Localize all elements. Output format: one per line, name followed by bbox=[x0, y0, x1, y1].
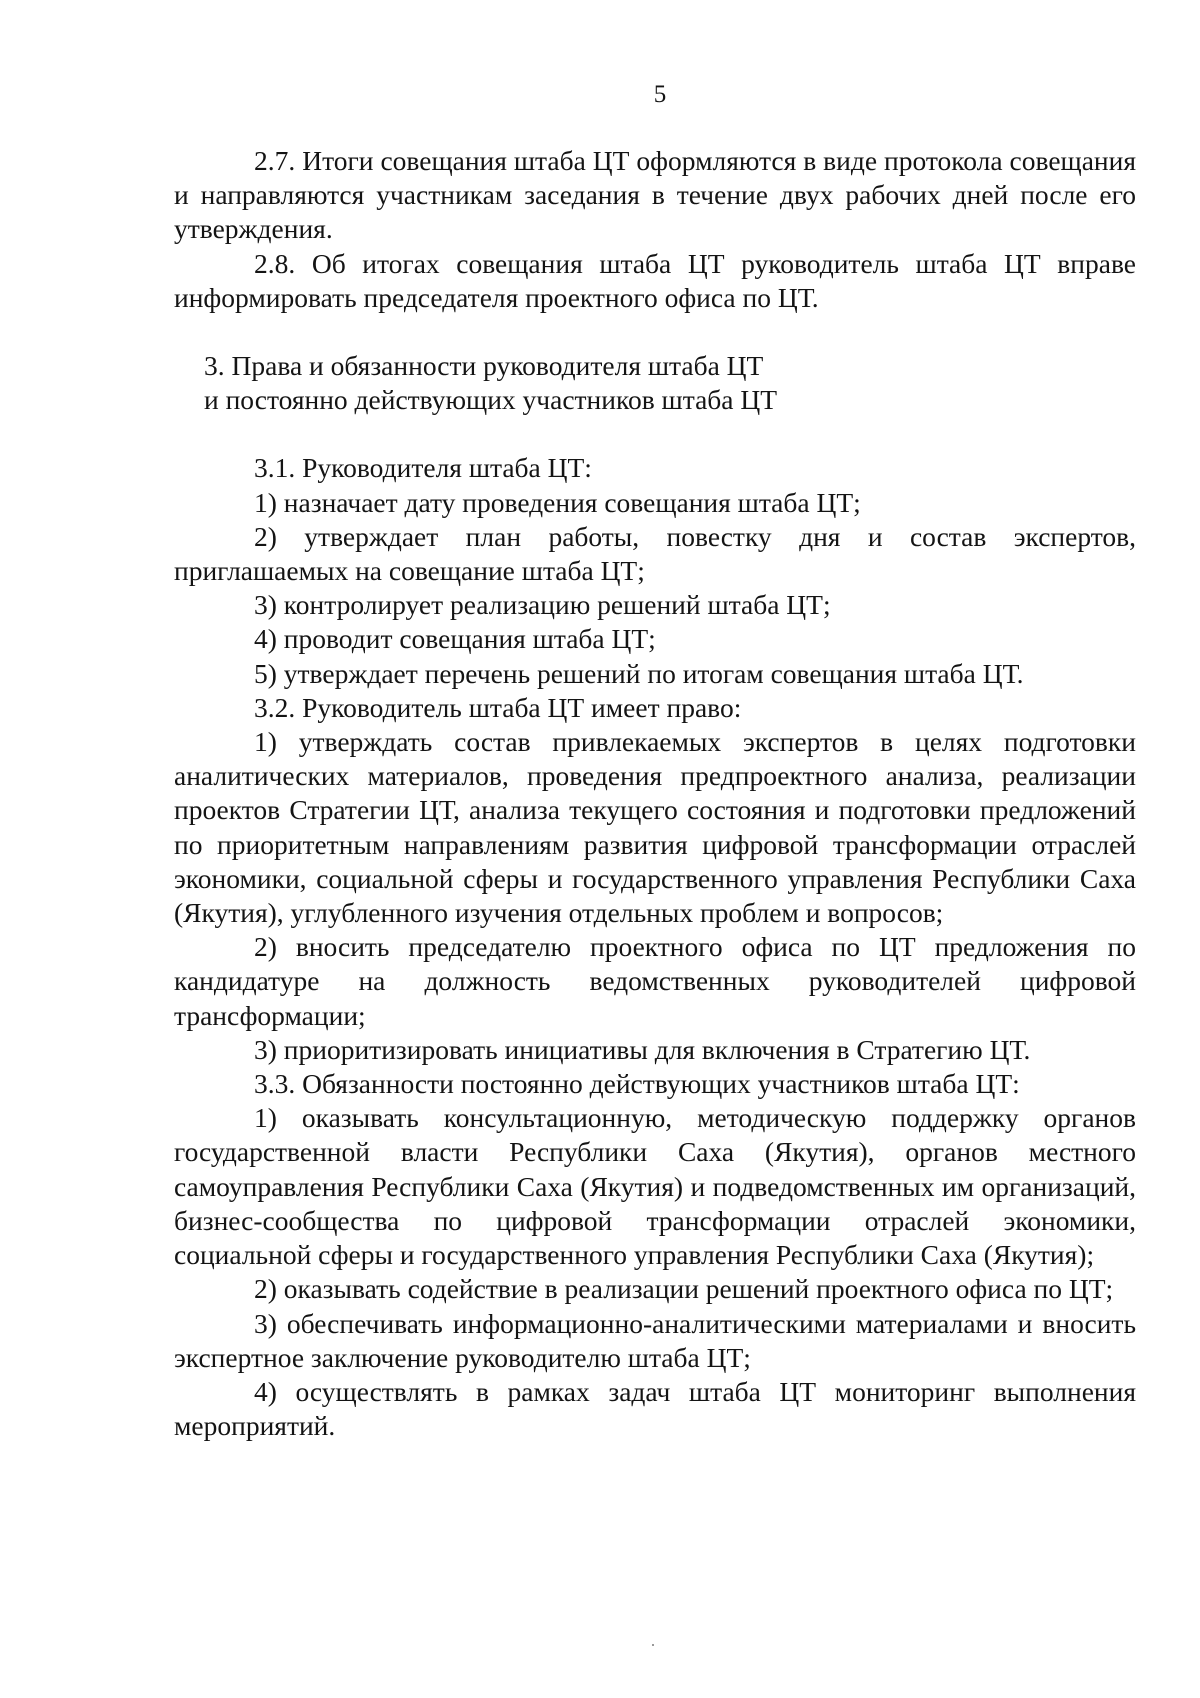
list-item-3-3-3: 3) обеспечивать информационно-аналитическими материалами и вносить экспертное заключение руководителю штаба ЦТ; bbox=[174, 1307, 1136, 1373]
list-item-3-1-1: 1) назначает дату проведения совещания штаба ЦТ; bbox=[254, 486, 861, 518]
paragraph-3-2: 3.2. Руководитель штаба ЦТ имеет право: bbox=[254, 691, 742, 723]
paragraph-3-3: 3.3. Обязанности постоянно действующих участников штаба ЦТ: bbox=[254, 1068, 1020, 1100]
list-item-3-2-2: 2) вносить председателю проектного офиса по ЦТ предложения по кандидатуре на должность ведомственных руководителей цифровой трансформации; bbox=[174, 931, 1136, 1031]
list-item-3-1-4: 4) проводит совещания штаба ЦТ; bbox=[254, 623, 656, 655]
document-body bbox=[174, 144, 1136, 1443]
list-item-3-3-2: 2) оказывать содействие в реализации решений проектного офиса по ЦТ; bbox=[254, 1273, 1114, 1305]
list-item-3-1-2: 2) утверждает план работы, повестку дня и состав экспертов, приглашаемых на совещание штаба ЦТ; bbox=[174, 520, 1136, 587]
list-item-3-2-3: 3) приоритизировать инициативы для включения в Стратегию ЦТ. bbox=[254, 1033, 1031, 1065]
list-item-3-2-1: 1) утверждать состав привлекаемых экспертов в целях подготовки аналитических материалов, проведения предпроектного анализа, реализации проектов Стратегии ЦТ, анализа текущего состояния и подготовки предложений по приоритетным направлениям развития цифровой трансформации отраслей экономики, социальной сферы и государственного управления Республики Саха (Якутия), углубленного изучения отдельных проблем и вопросов; bbox=[174, 726, 1136, 929]
section-3-heading bbox=[174, 349, 1136, 417]
section-3-heading-line-2: и постоянно действующих участников штаба ЦТ bbox=[204, 384, 778, 416]
section-3-heading-line-1: 3. Права и обязанности руководителя штаба ЦТ bbox=[204, 350, 764, 382]
list-item-3-3-1: 1) оказывать консультационную, методическую поддержку органов государственной власти Республики Саха (Якутия), органов местного самоуправления Республики Саха (Якутия) и подведомственных им организаций, бизнес-сообщества по цифровой трансформации отраслей экономики, социальной сферы и государственного управления Республики Саха (Якутия); bbox=[174, 1102, 1136, 1271]
paragraph-2-8: 2.8. Об итогах совещания штаба ЦТ руководитель штаба ЦТ вправе информировать председателя проектного офиса по ЦТ. bbox=[174, 247, 1136, 313]
page-number: 5 bbox=[653, 81, 667, 108]
list-item-3-1-5: 5) утверждает перечень решений по итогам совещания штаба ЦТ. bbox=[254, 657, 1024, 689]
paragraph-2-7: 2.7. Итоги совещания штаба ЦТ оформляются в виде протокола совещания и направляются участникам заседания в течение двух рабочих дней после его утверждения. bbox=[174, 145, 1136, 245]
list-item-3-3-4: 4) осуществлять в рамках задач штаба ЦТ мониторинг выполнения мероприятий. bbox=[174, 1375, 1136, 1442]
paragraph-3-1: 3.1. Руководителя штаба ЦТ: bbox=[254, 452, 592, 484]
scan-speck bbox=[652, 1644, 654, 1646]
list-item-3-1-3: 3) контролирует реализацию решений штаба ЦТ; bbox=[254, 589, 831, 621]
